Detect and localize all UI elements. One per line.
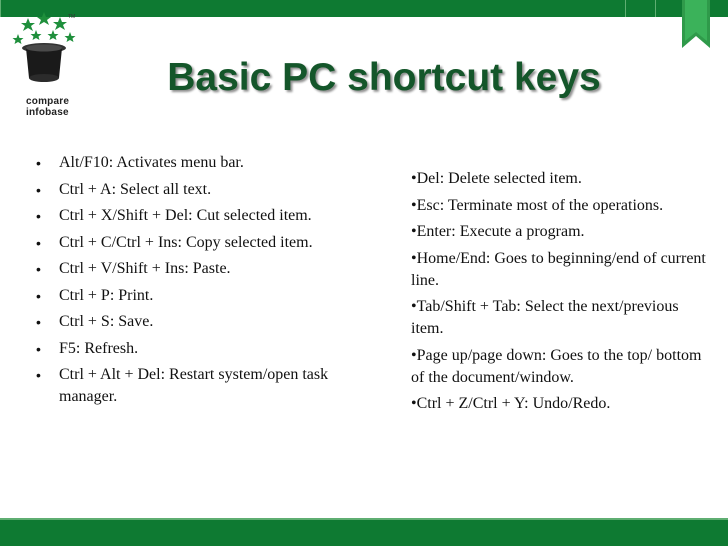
bullet-marker: • [36, 314, 41, 330]
list-item: •Enter: Execute a program. [411, 223, 585, 240]
list-item: •Ctrl + Z/Ctrl + Y: Undo/Redo. [411, 395, 611, 412]
list-item: •Page up/page down: Goes to the top/ bottom of the document/window. [411, 346, 702, 386]
list-item [36, 258, 366, 280]
list-item-text: Ctrl + X/Shift + Del: Cut selected item. [59, 207, 312, 224]
list-item [36, 285, 366, 307]
list-item [36, 338, 366, 360]
list-item [36, 311, 366, 333]
bullet-marker: • [36, 261, 41, 277]
list-item-text: Ctrl + Alt + Del: Restart system/open task manager. [59, 366, 329, 405]
bottom-band-highlight [0, 518, 728, 520]
list-item [36, 179, 366, 201]
bottom-band [0, 518, 728, 546]
logo-text-compare: compare [26, 96, 70, 107]
right-bullet-list [411, 168, 711, 420]
top-band [0, 0, 728, 17]
bullet-marker: • [36, 155, 41, 171]
list-item-text: Ctrl + V/Shift + Ins: Paste. [59, 260, 231, 277]
list-item [36, 205, 366, 227]
bookmark-ribbon-icon [682, 0, 710, 48]
top-band-segment [0, 0, 625, 17]
list-item: •Home/End: Goes to beginning/end of current line. [411, 249, 706, 289]
bullet-marker: • [36, 340, 41, 357]
bullet-marker: • [36, 181, 41, 198]
list-item-text: Ctrl + S: Save. [59, 313, 154, 330]
bullet-marker: • [36, 367, 41, 383]
list-item: •Tab/Shift + Tab: Select the next/previous item. [411, 298, 679, 337]
slide-title: Basic PC shortcut keys [167, 56, 601, 99]
bullet-marker: • [36, 234, 41, 251]
list-item [36, 232, 366, 254]
list-item-text: F5: Refresh. [59, 339, 139, 357]
list-item-text: Ctrl + C/Ctrl + Ins: Copy selected item. [59, 233, 313, 251]
top-band-segment [625, 0, 655, 17]
bullet-marker: • [36, 208, 41, 224]
list-item: •Esc: Terminate most of the operations. [411, 196, 664, 214]
logo-text-infobase: infobase [26, 107, 69, 118]
list-item-text: Ctrl + A: Select all text. [59, 180, 212, 198]
bullet-marker: • [36, 287, 41, 304]
list-item [36, 364, 366, 408]
svg-text:TM: TM [68, 14, 76, 20]
list-item: •Del: Delete selected item. [411, 170, 582, 187]
list-item [36, 152, 366, 174]
list-item-text: Alt/F10: Activates menu bar. [59, 154, 244, 171]
list-item-text: Ctrl + P: Print. [59, 286, 154, 304]
left-bullet-list [36, 152, 366, 413]
